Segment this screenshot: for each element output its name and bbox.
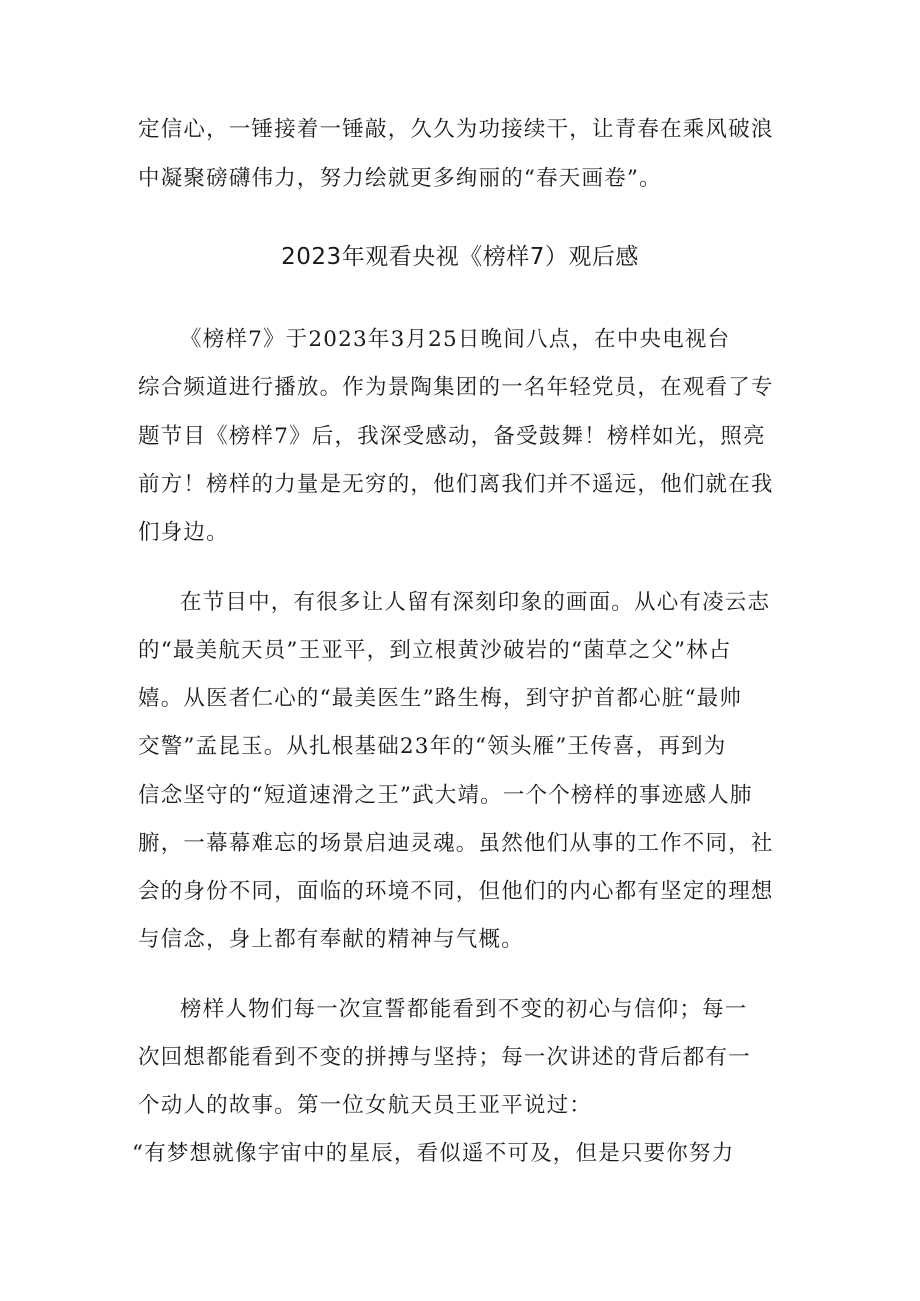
- paragraph-line: 会的身份不同，面临的环境不同，但他们的内心都有坚定的理想: [138, 879, 774, 904]
- paragraph-line: 的“最美航天员”王亚平，到立根黄沙破岩的“菌草之父”林占: [138, 638, 732, 663]
- paragraph-line: 综合频道进行播放。作为景陶集团的一名年轻党员，在观看了专: [138, 375, 774, 400]
- paragraph-line: 榜样人物们每一次宣誓都能看到不变的初心与信仰；每一: [180, 997, 748, 1022]
- intro-line: 中凝聚磅礴伟力，努力绘就更多绚丽的“春天画卷”。: [138, 166, 662, 191]
- paragraph-line: 前方！榜样的力量是无穷的，他们离我们并不遥远，他们就在我: [138, 472, 774, 497]
- paragraph-line: 信念坚守的“短道速滑之王”武大靖。一个个榜样的事迹感人肺: [138, 783, 753, 808]
- article-title: 2023年观看央视《榜样7）观后感: [281, 244, 639, 270]
- paragraph-line: 交警”孟昆玉。从扎根基础23年的“领头雁”王传喜，再到为: [138, 734, 727, 759]
- paragraph-line: 个动人的故事。第一位女航天员王亚平说过：: [138, 1093, 593, 1118]
- paragraph-line: “有梦想就像宇宙中的星辰，看似遥不可及，但是只要你努力: [132, 1141, 735, 1166]
- paragraph-line: 腑，一幕幕难忘的场景启迪灵魂。虽然他们从事的工作不同，社: [138, 831, 774, 856]
- paragraph-line: 次回想都能看到不变的拼搏与坚持；每一次讲述的背后都有一: [138, 1045, 751, 1070]
- intro-line: 定信心，一锤接着一锤敲，久久为功接续干，让青春在乘风破浪: [138, 117, 774, 142]
- paragraph-line: 题节目《榜样7》后，我深受感动，备受鼓舞！榜样如光，照亮: [138, 424, 766, 449]
- paragraph-line: 在节目中，有很多让人留有深刻印象的画面。从心有凌云志: [180, 590, 771, 615]
- paragraph-line: 《榜样7》于2023年3月25日晚间八点，在中央电视台: [180, 327, 731, 352]
- paragraph-line: 们身边。: [138, 520, 229, 545]
- paragraph-line: 嬉。从医者仁心的“最美医生”路生梅，到守护首都心脏“最帅: [138, 686, 743, 711]
- paragraph-line: 与信念，身上都有奉献的精神与气概。: [138, 927, 524, 952]
